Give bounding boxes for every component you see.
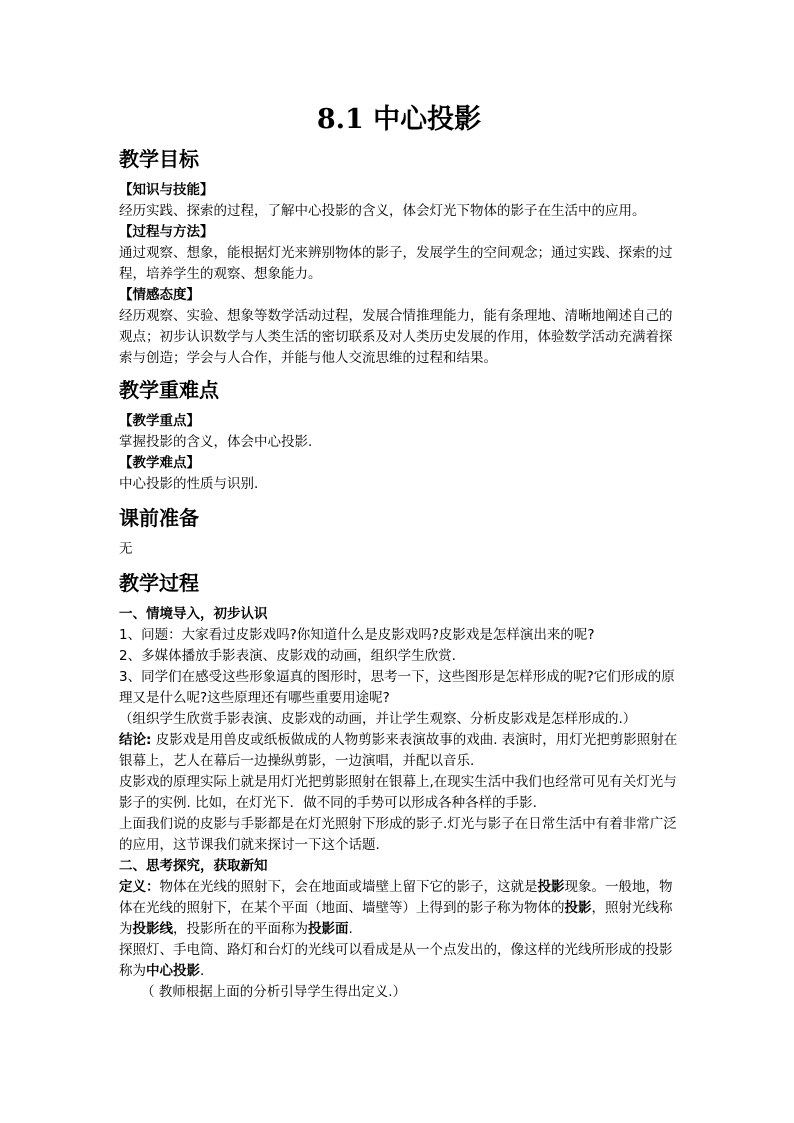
page-title: 8.1 中心投影 [316,104,482,135]
subheading-knowledge: 【知识与技能】 [119,182,214,198]
term-projection-line: 投影线 [132,921,173,937]
term-projection-2: 投影 [564,900,592,916]
definition-text-c: 现象。一般地，物体在光线的照射下，在某个平面（地面、墙壁等）上得到的影子称为物体的 [119,879,673,916]
term-projection: 投影 [537,879,565,895]
subheading-process: 【过程与方法】 [119,224,214,240]
part-heading-2: 二、思考探究，获取新知 [119,858,268,874]
definition [119,877,679,940]
definition-text-e: ，投影所在的平面称为 [173,921,308,937]
definition-label: 定义： [119,879,160,895]
text-prep: 无 [119,541,133,557]
central-projection-text-c: . [200,963,205,979]
definition-text-f: . [348,921,353,937]
question-2: 2、多媒体播放手影表演、皮影戏的动画，组织学生欣赏. [119,648,456,664]
term-central-projection: 中心投影 [146,963,200,979]
subheading-key: 【教学重点】 [119,413,200,429]
paragraph-2: 上面我们说的皮影与手影都是在灯光照射下形成的影子.灯光与影子在日常生活中有着非常广泛的应用，这节课我们就来探讨一下这个话题. [119,816,677,853]
document-content [119,100,679,1003]
term-projection-plane: 投影面 [308,921,349,937]
central-projection [119,940,679,982]
note-1: （组织学生欣赏手影表演、皮影戏的动画，并让学生观察、分析皮影戏是怎样形成的.） [119,711,637,727]
text-knowledge: 经历实践、探索的过程，了解中心投影的含义，体会灯光下物体的影子在生活中的应用。 [119,203,646,219]
conclusion [119,730,679,772]
text-attitude: 经历观察、实验、想象等数学活动过程，发展合情推理能力，能有条理地、清晰地阐述自己的观点；初步认识数学与人类生活的密切联系及对人类历史发展的作用，体验数学活动充满着探索与创造；学会与人合作，并能与他人交流思维的过程和结果。 [119,308,673,366]
definition-text-a: 物体在光线的照射下，会在地面或墙壁上留下它的影子，这就是 [159,879,538,895]
text-process: 通过观察、想象，能根据灯光来辨别物体的影子，发展学生的空间观念；通过实践、探索的过程，培养学生的观察、想象能力。 [119,245,673,282]
note-2: （ 教师根据上面的分析引导学生得出定义.） [141,984,407,1000]
section-heading-prep: 课前准备 [119,506,199,530]
text-key: 掌握投影的含义，体会中心投影. [119,434,313,450]
section-heading-process: 教学过程 [119,571,199,595]
subheading-difficult: 【教学难点】 [119,455,200,471]
section-heading-keypoints: 教学重难点 [119,378,219,402]
conclusion-label: 结论: [119,732,152,748]
section-heading-goals: 教学目标 [119,147,199,171]
conclusion-text: 皮影戏是用兽皮或纸板做成的人物剪影来表演故事的戏曲. 表演时，用灯光把剪影照射在银幕上，艺人在幕后一边操纵剪影，一边演唱，并配以音乐. [119,732,678,769]
text-difficult: 中心投影的性质与识别. [119,476,259,492]
question-1: 1、问题：大家看过皮影戏吗?你知道什么是皮影戏吗?皮影戏是怎样演出来的呢? [119,627,595,643]
definition-text-d: ，照射光线称为 [119,900,673,937]
part-heading-1: 一、情境导入，初步认识 [119,606,268,622]
paragraph-1: 皮影戏的原理实际上就是用灯光把剪影照射在银幕上,在现实生活中我们也经常可见有关灯光与影子的实例. 比如，在灯光下．做不同的手势可以形成各种各样的手影. [119,774,677,811]
question-3: 3、同学们在感受这些形象逼真的图形时，思考一下，这些图形是怎样形成的呢?它们形成的原理又是什么呢?这些原理还有哪些重要用途呢? [119,669,675,706]
central-projection-text-a: 探照灯、手电筒、路灯和台灯的光线可以看成是从一个点发出的，像这样的光线所形成的投影称为 [119,942,673,979]
subheading-attitude: 【情感态度】 [119,287,200,303]
